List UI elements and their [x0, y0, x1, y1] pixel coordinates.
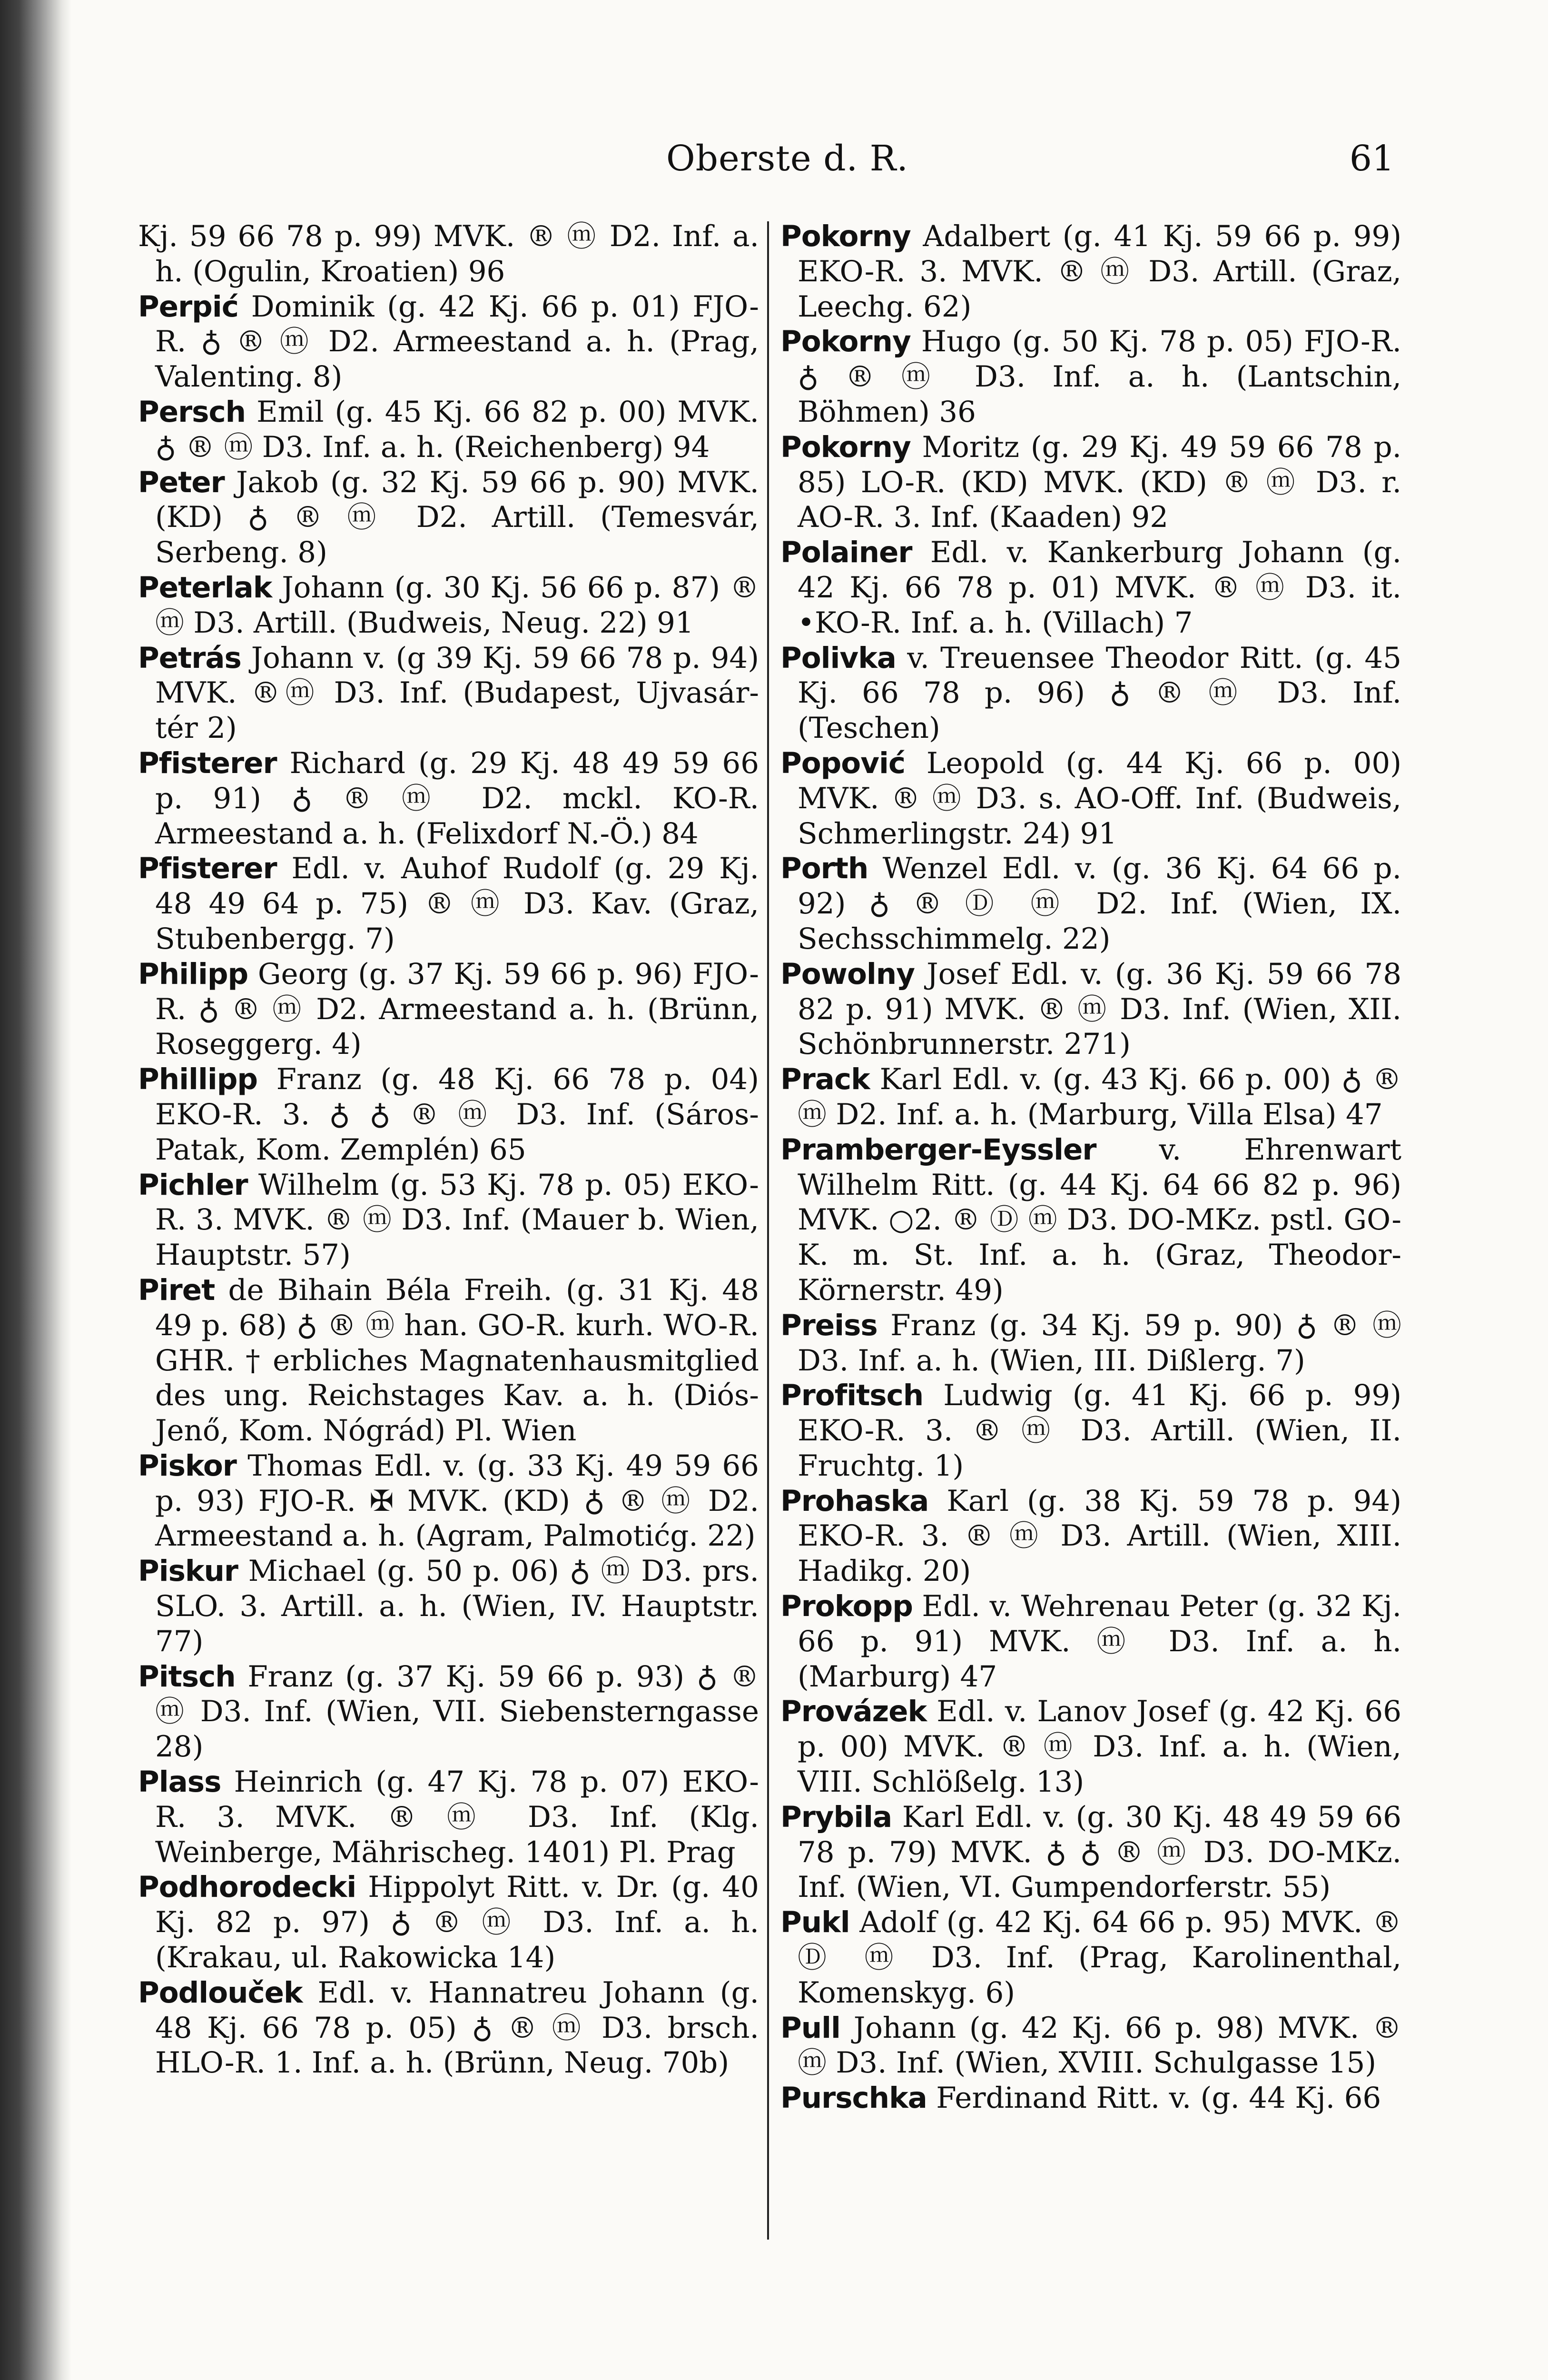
right-column [780, 219, 1401, 2275]
list-item [138, 1554, 759, 1659]
entry-details: Karl Edl. v. (g. 43 Kj. 66 p. 00) ♁ ® ⓜ D2. Inf. a. h. (Marburg, Villa Elsa) 47 [798, 1062, 1401, 1131]
entry-surname: Philipp [138, 957, 248, 991]
entry-surname: Perpić [138, 289, 238, 324]
entry-details: Leopold (g. 44 Kj. 66 p. 00) MVK. ® ⓜ D3. s. AO-Off. Inf. (Budweis, Schmerlingstr. 24) 91 [798, 746, 1401, 851]
list-item [138, 1062, 759, 1167]
entry-details: Franz (g. 48 Kj. 66 78 p. 04) EKO-R. 3. ♁ ♁ ® ⓜ D3. Inf. (Sáros-Patak, Kom. Zemplén) 65 [155, 1062, 759, 1167]
list-item [780, 1905, 1401, 2010]
list-item [780, 2011, 1401, 2081]
entry-details: Wilhelm (g. 53 Kj. 78 p. 05) EKO-R. 3. MVK. ® ⓜ D3. Inf. (Mauer b. Wien, Hauptstr. 57) [155, 1168, 759, 1272]
entry-details: de Bihain Béla Freih. (g. 31 Kj. 48 49 p. 68) ♁ ® ⓜ han. GO-R. kurh. WO-R. GHR. † erbliches Magnatenhausmitglied des ung. Reichstages Kav. a. h. (Diós-Jenő, Kom. Nógrád) Pl. Wien [155, 1273, 759, 1448]
list-item [138, 219, 759, 289]
list-item [780, 324, 1401, 429]
entry-surname: Pokorny [780, 219, 911, 253]
list-item [780, 1484, 1401, 1589]
list-item [780, 851, 1401, 956]
list-item [780, 1132, 1401, 1308]
entry-surname: Podlouček [138, 1975, 303, 2010]
entry-details: Adalbert (g. 41 Kj. 59 66 p. 99) EKO-R. 3. MVK. ® ⓜ D3. Artill. (Graz, Leechg. 62) [798, 219, 1402, 324]
entry-details: Emil (g. 45 Kj. 66 82 p. 00) MVK. ♁ ® ⓜ D3. Inf. a. h. (Reichenberg) 94 [155, 395, 759, 464]
entry-details: Moritz (g. 29 Kj. 49 59 66 78 p. 85) LO-R. (KD) MVK. (KD) ® ⓜ D3. r. AO-R. 3. Inf. (Kaaden) 92 [798, 430, 1402, 535]
column-divider [767, 221, 769, 2240]
list-item [138, 1765, 759, 1870]
list-item [138, 851, 759, 956]
list-item [138, 1975, 759, 2081]
entry-surname: Prybila [780, 1800, 892, 1834]
entry-details: Karl (g. 38 Kj. 59 78 p. 94) EKO-R. 3. ® ⓜ D3. Artill. (Wien, XIII. Hadikg. 20) [798, 1484, 1401, 1588]
list-item [138, 1659, 759, 1765]
list-item [138, 1448, 759, 1554]
entry-details: v. Treuensee Theodor Ritt. (g. 45 Kj. 66 78 p. 96) ♁ ® ⓜ D3. Inf. (Teschen) [798, 641, 1401, 745]
entry-details: Johann (g. 42 Kj. 66 p. 98) MVK. ® ⓜ D3. Inf. (Wien, XVIII. Schulgasse 15) [798, 2011, 1401, 2080]
entry-details: Ludwig (g. 41 Kj. 66 p. 99) EKO-R. 3. ® ⓜ D3. Artill. (Wien, II. Fruchtg. 1) [798, 1378, 1401, 1483]
list-item [138, 570, 759, 641]
list-item [138, 289, 759, 395]
list-item [780, 1378, 1401, 1483]
entry-surname: Piskur [138, 1554, 238, 1588]
list-item [138, 957, 759, 1062]
entry-details: Adolf (g. 42 Kj. 64 66 p. 95) MVK. ® Ⓓ ⓜ D3. Inf. (Prag, Karolinenthal, Komenskyg. 6) [798, 1905, 1402, 2010]
entry-surname: Polivka [780, 641, 896, 675]
entry-surname: Pitsch [138, 1659, 236, 1694]
entry-surname: Petrás [138, 641, 241, 675]
list-item [780, 430, 1401, 535]
list-item [780, 1800, 1401, 1905]
page-edge-shadow [0, 0, 71, 2380]
entry-details: Karl Edl. v. (g. 30 Kj. 48 49 59 66 78 p. 79) MVK. ♁ ♁ ® ⓜ D3. DO-MKz. Inf. (Wien, VI. Gumpendorferstr. 55) [798, 1800, 1402, 1904]
entry-surname: Persch [138, 395, 246, 429]
list-item [780, 535, 1401, 640]
entry-surname: Preiss [780, 1308, 878, 1342]
entry-details: Georg (g. 37 Kj. 59 66 p. 96) FJO-R. ♁ ® ⓜ D2. Armeestand a. h. (Brünn, Roseggerg. 4) [155, 957, 759, 1061]
entry-surname: Pramberger-Eyssler [780, 1132, 1096, 1167]
entry-surname: Podhorodecki [138, 1870, 356, 1904]
list-item [138, 465, 759, 570]
entry-details: Franz (g. 34 Kj. 59 p. 90) ♁ ® ⓜ D3. Inf. a. h. (Wien, III. Dißlerg. 7) [798, 1308, 1402, 1378]
list-item [138, 641, 759, 746]
entry-details: Kj. 59 66 78 p. 99) MVK. ® ⓜ D2. Inf. a. h. (Ogulin, Kroatien) 96 [138, 219, 759, 288]
left-column [138, 219, 759, 2275]
entry-details: Edl. v. Lanov Josef (g. 42 Kj. 66 p. 00) MVK. ® ⓜ D3. Inf. a. h. (Wien, VIII. Schlößelg. 13) [798, 1695, 1401, 1799]
entry-surname: Phillipp [138, 1062, 258, 1097]
list-item [138, 1870, 759, 1975]
entry-surname: Prack [780, 1062, 870, 1097]
entry-surname: Popović [780, 746, 906, 780]
entry-surname: Peter [138, 465, 225, 499]
entry-details: v. Ehrenwart Wilhelm Ritt. (g. 44 Kj. 64 66 82 p. 96) MVK. ○2. ® Ⓓ ⓜ D3. DO-MKz. pstl. GO-K. m. St. Inf. a. h. (Graz, Theodor-Körnerstr. 49) [798, 1132, 1401, 1307]
entry-details: Dominik (g. 42 Kj. 66 p. 01) FJO-R. ♁ ® ⓜ D2. Armeestand a. h. (Prag, Valenting. 8) [155, 289, 759, 394]
list-item [138, 746, 759, 851]
entry-details: Josef Edl. v. (g. 36 Kj. 59 66 78 82 p. 91) MVK. ® ⓜ D3. Inf. (Wien, XII. Schönbrunnerstr. 271) [798, 957, 1402, 1061]
list-item [780, 1694, 1401, 1799]
entry-details: Franz (g. 37 Kj. 59 66 p. 93) ♁ ® ⓜ D3. Inf. (Wien, VII. Siebensterngasse 28) [155, 1659, 759, 1764]
list-item [780, 2081, 1401, 2116]
entry-surname: Piskor [138, 1448, 237, 1483]
entry-surname: Plass [138, 1765, 221, 1799]
entry-surname: Profitsch [780, 1378, 924, 1413]
entry-surname: Polainer [780, 536, 912, 570]
page-header [138, 138, 1404, 190]
list-item [138, 1168, 759, 1273]
entry-surname: Provázek [780, 1695, 927, 1729]
entry-details: Heinrich (g. 47 Kj. 78 p. 07) EKO-R. 3. MVK. ® ⓜ D3. Inf. (Klg. Weinberge, Mährischeg. 1401) Pl. Prag [155, 1765, 759, 1869]
entry-details: Johann v. (g 39 Kj. 59 66 78 p. 94) MVK. ®ⓜ D3. Inf. (Budapest, Ujvasár-tér 2) [155, 641, 759, 745]
entry-details: Michael (g. 50 p. 06) ♁ ⓜ D3. prs. SLO. 3. Artill. a. h. (Wien, IV. Hauptstr. 77) [155, 1554, 759, 1658]
entry-surname: Prokopp [780, 1589, 913, 1624]
list-item [780, 1589, 1401, 1694]
entry-details: Edl. v. Wehrenau Peter (g. 32 Kj. 66 p. 91) MVK. ⓜ D3. Inf. a. h. (Marburg) 47 [798, 1589, 1401, 1694]
entry-surname: Pokorny [780, 325, 911, 359]
entry-details: Edl. v. Kankerburg Johann (g. 42 Kj. 66 78 p. 01) MVK. ® ⓜ D3. it. •KO-R. Inf. a. h. (Villach) 7 [798, 536, 1401, 640]
entry-surname: Peterlak [138, 570, 272, 605]
entry-details: Edl. v. Auhof Rudolf (g. 29 Kj. 48 49 64 p. 75) ® ⓜ D3. Kav. (Graz, Stubenbergg. 7) [155, 852, 759, 956]
list-item [780, 746, 1401, 851]
entry-surname: Pfisterer [138, 852, 277, 886]
entry-details: Hugo (g. 50 Kj. 78 p. 05) FJO-R. ♁ ® ⓜ D3. Inf. a. h. (Lantschin, Böhmen) 36 [798, 325, 1401, 429]
list-item [780, 957, 1401, 1062]
entry-surname: Piret [138, 1273, 215, 1307]
entry-surname: Porth [780, 852, 868, 886]
entry-details: Johann (g. 30 Kj. 56 66 p. 87) ® ⓜ D3. Artill. (Budweis, Neug. 22) 91 [155, 570, 759, 640]
entry-surname: Powolny [780, 957, 915, 991]
entry-details: Edl. v. Hannatreu Johann (g. 48 Kj. 66 78 p. 05) ♁ ® ⓜ D3. brsch. HLO-R. 1. Inf. a. h. (Brünn, Neug. 70b) [155, 1975, 759, 2080]
entry-surname: Pull [780, 2011, 840, 2045]
list-item [780, 219, 1401, 324]
entry-details: Hippolyt Ritt. v. Dr. (g. 40 Kj. 82 p. 97) ♁ ® ⓜ D3. Inf. a. h. (Krakau, ul. Rakowicka 14) [155, 1870, 759, 1975]
entry-surname: Purschka [780, 2081, 927, 2115]
entry-surname: Pukl [780, 1905, 850, 1940]
running-title: Oberste d. R. [666, 138, 908, 179]
list-item [780, 641, 1401, 746]
entry-details: Wenzel Edl. v. (g. 36 Kj. 64 66 p. 92) ♁ ® Ⓓ ⓜ D2. Inf. (Wien, IX. Sechsschimmelg. 22) [798, 852, 1401, 956]
list-item [138, 1273, 759, 1448]
entry-details: Thomas Edl. v. (g. 33 Kj. 49 59 66 p. 93) FJO-R. ✠ MVK. (KD) ♁ ® ⓜ D2. Armeestand a. h. (Agram, Palmotićg. 22) [155, 1448, 759, 1553]
entry-details: Richard (g. 29 Kj. 48 49 59 66 p. 91) ♁ ® ⓜ D2. mckl. KO-R. Armeestand a. h. (Felixdorf N.-Ö.) 84 [155, 746, 759, 851]
list-item [780, 1062, 1401, 1132]
entry-surname: Pfisterer [138, 746, 277, 780]
list-item [780, 1308, 1401, 1378]
entry-surname: Prohaska [780, 1484, 929, 1518]
entry-details: Jakob (g. 32 Kj. 59 66 p. 90) MVK. (KD) ♁ ® ⓜ D2. Artill. (Temesvár, Serbeng. 8) [155, 465, 759, 570]
entry-surname: Pichler [138, 1168, 248, 1202]
page-number: 61 [1349, 138, 1394, 179]
entry-surname: Pokorny [780, 430, 911, 464]
entry-details: Ferdinand Ritt. v. (g. 44 Kj. 66 [936, 2081, 1381, 2115]
list-item [138, 395, 759, 465]
